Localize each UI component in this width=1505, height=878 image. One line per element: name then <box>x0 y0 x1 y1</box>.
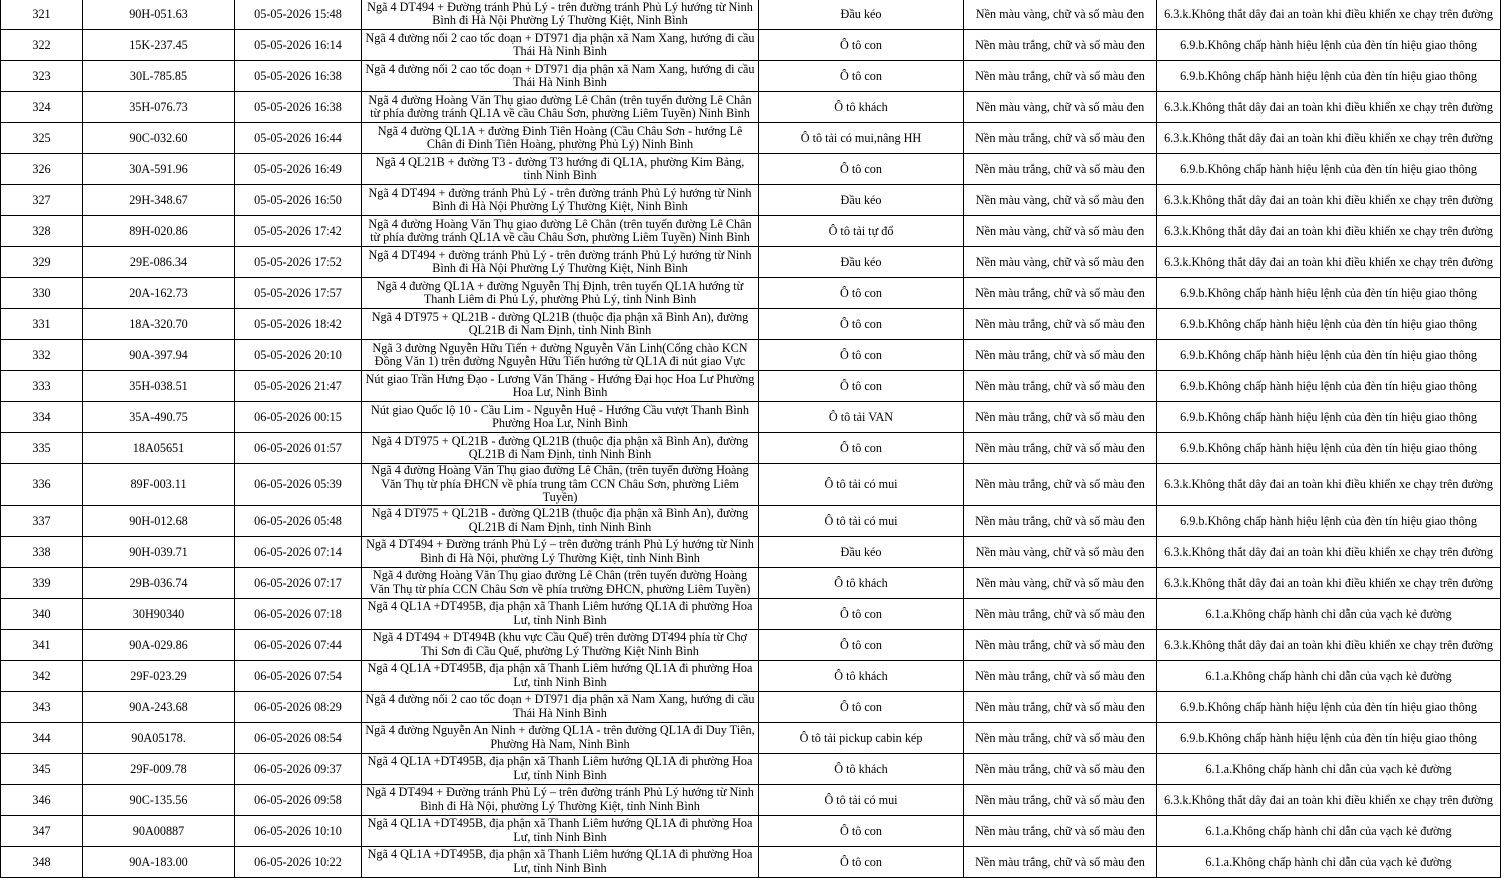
location-cell: Nút giao Trần Hưng Đạo - Lương Văn Thăng - Hướng Đại học Hoa Lư Phường Hoa Lư, Ninh Bình <box>362 371 759 402</box>
row-number-cell: 344 <box>1 722 83 753</box>
plate-color-cell: Nền màu vàng, chữ và số màu đen <box>964 247 1157 278</box>
timestamp-cell: 06-05-2026 10:10 <box>235 815 362 846</box>
license-plate-cell: 90H-012.68 <box>83 505 235 536</box>
plate-color-cell: Nền màu trắng, chữ và số màu đen <box>964 433 1157 464</box>
location-cell: Ngã 4 đường Hoàng Văn Thụ giao đường Lê Chân (trên tuyến đường Lê Chân từ phía đường tránh QL1A về cầu Châu Sơn, phường Liêm Tuyền) Ninh Bình <box>362 92 759 123</box>
violation-cell: 6.9.b.Không chấp hành hiệu lệnh của đèn tín hiệu giao thông <box>1157 61 1501 92</box>
timestamp-cell: 05-05-2026 16:44 <box>235 123 362 154</box>
table-row <box>1 784 1501 815</box>
timestamp-cell: 05-05-2026 18:42 <box>235 309 362 340</box>
table-row <box>1 846 1501 877</box>
license-plate-cell: 18A-320.70 <box>83 309 235 340</box>
row-number-cell: 328 <box>1 216 83 247</box>
row-number-cell: 333 <box>1 371 83 402</box>
timestamp-cell: 05-05-2026 21:47 <box>235 371 362 402</box>
table-row <box>1 340 1501 371</box>
vehicle-type-cell: Ô tô tải pickup cabin kép <box>759 722 964 753</box>
plate-color-cell: Nền màu trắng, chữ và số màu đen <box>964 123 1157 154</box>
timestamp-cell: 06-05-2026 05:48 <box>235 505 362 536</box>
license-plate-cell: 90A-029.86 <box>83 629 235 660</box>
vehicle-type-cell: Ô tô con <box>759 629 964 660</box>
license-plate-cell: 90C-135.56 <box>83 784 235 815</box>
table-row <box>1 247 1501 278</box>
violation-cell: 6.1.a.Không chấp hành chỉ dẫn của vạch kẻ đường <box>1157 846 1501 877</box>
vehicle-type-cell: Ô tô con <box>759 278 964 309</box>
timestamp-cell: 06-05-2026 07:54 <box>235 660 362 691</box>
violation-cell: 6.9.b.Không chấp hành hiệu lệnh của đèn tín hiệu giao thông <box>1157 340 1501 371</box>
vehicle-type-cell: Ô tô tải có mui <box>759 784 964 815</box>
timestamp-cell: 05-05-2026 16:14 <box>235 30 362 61</box>
timestamp-cell: 05-05-2026 20:10 <box>235 340 362 371</box>
violation-cell: 6.3.k.Không thắt dây đai an toàn khi điều khiển xe chạy trên đường <box>1157 0 1501 30</box>
vehicle-type-cell: Ô tô con <box>759 815 964 846</box>
license-plate-cell: 90A05178. <box>83 722 235 753</box>
plate-color-cell: Nền màu trắng, chữ và số màu đen <box>964 30 1157 61</box>
table-row <box>1 598 1501 629</box>
plate-color-cell: Nền màu trắng, chữ và số màu đen <box>964 278 1157 309</box>
license-plate-cell: 89H-020.86 <box>83 216 235 247</box>
location-cell: Ngã 4 QL1A +DT495B, địa phận xã Thanh Liêm hướng QL1A đi phường Hoa Lư, tỉnh Ninh Bình <box>362 660 759 691</box>
vehicle-type-cell: Ô tô khách <box>759 660 964 691</box>
violation-cell: 6.1.a.Không chấp hành chỉ dẫn của vạch kẻ đường <box>1157 815 1501 846</box>
violation-cell: 6.9.b.Không chấp hành hiệu lệnh của đèn tín hiệu giao thông <box>1157 278 1501 309</box>
table-row <box>1 464 1501 506</box>
license-plate-cell: 29F-009.78 <box>83 753 235 784</box>
table-row <box>1 691 1501 722</box>
license-plate-cell: 29E-086.34 <box>83 247 235 278</box>
table-row <box>1 309 1501 340</box>
violation-cell: 6.9.b.Không chấp hành hiệu lệnh của đèn tín hiệu giao thông <box>1157 154 1501 185</box>
row-number-cell: 337 <box>1 505 83 536</box>
timestamp-cell: 06-05-2026 07:18 <box>235 598 362 629</box>
plate-color-cell: Nền màu vàng, chữ và số màu đen <box>964 567 1157 598</box>
license-plate-cell: 89F-003.11 <box>83 464 235 506</box>
timestamp-cell: 05-05-2026 16:49 <box>235 154 362 185</box>
license-plate-cell: 35A-490.75 <box>83 402 235 433</box>
timestamp-cell: 05-05-2026 17:52 <box>235 247 362 278</box>
plate-color-cell: Nền màu trắng, chữ và số màu đen <box>964 691 1157 722</box>
location-cell: Ngã 4 đường nối 2 cao tốc đoạn + DT971 địa phận xã Nam Xang, hướng đi cầu Thái Hà Ninh Bình <box>362 691 759 722</box>
plate-color-cell: Nền màu trắng, chữ và số màu đen <box>964 598 1157 629</box>
violation-cell: 6.3.k.Không thắt dây đai an toàn khi điều khiển xe chạy trên đường <box>1157 247 1501 278</box>
license-plate-cell: 90H-051.63 <box>83 0 235 30</box>
vehicle-type-cell: Ô tô con <box>759 61 964 92</box>
vehicle-type-cell: Đầu kéo <box>759 247 964 278</box>
location-cell: Ngã 4 DT494 + đường tránh Phủ Lý - trên đường tránh Phủ Lý hướng từ Ninh Bình đi Hà Nội Phường Lý Thường Kiệt, Ninh Bình <box>362 247 759 278</box>
row-number-cell: 343 <box>1 691 83 722</box>
vehicle-type-cell: Ô tô khách <box>759 92 964 123</box>
license-plate-cell: 29B-036.74 <box>83 567 235 598</box>
timestamp-cell: 06-05-2026 01:57 <box>235 433 362 464</box>
license-plate-cell: 90A-397.94 <box>83 340 235 371</box>
row-number-cell: 330 <box>1 278 83 309</box>
location-cell: Ngã 4 QL1A +DT495B, địa phận xã Thanh Liêm hướng QL1A đi phường Hoa Lư, tỉnh Ninh Bình <box>362 753 759 784</box>
vehicle-type-cell: Ô tô tải có mui,nâng HH <box>759 123 964 154</box>
plate-color-cell: Nền màu trắng, chữ và số màu đen <box>964 371 1157 402</box>
vehicle-type-cell: Đầu kéo <box>759 185 964 216</box>
location-cell: Ngã 4 DT494 + Đường tránh Phủ Lý - trên đường tránh Phủ Lý hướng từ Ninh Bình đi Hà Nội Phường Lý Thường Kiệt, Ninh Bình <box>362 0 759 30</box>
location-cell: Ngã 4 đường QL1A + đường Nguyễn Thị Định, trên tuyến QL1A hướng từ Thanh Liêm đi Phủ Lý, phường Phủ Lý, tỉnh Ninh Bình <box>362 278 759 309</box>
row-number-cell: 323 <box>1 61 83 92</box>
license-plate-cell: 18A05651 <box>83 433 235 464</box>
row-number-cell: 324 <box>1 92 83 123</box>
row-number-cell: 336 <box>1 464 83 506</box>
license-plate-cell: 30L-785.85 <box>83 61 235 92</box>
location-cell: Ngã 4 QL1A +DT495B, địa phận xã Thanh Liêm hướng QL1A đi phường Hoa Lư, tỉnh Ninh Bình <box>362 598 759 629</box>
vehicle-type-cell: Ô tô khách <box>759 753 964 784</box>
license-plate-cell: 29F-023.29 <box>83 660 235 691</box>
license-plate-cell: 90A-243.68 <box>83 691 235 722</box>
location-cell: Ngã 4 đường nối 2 cao tốc đoạn + DT971 địa phận xã Nam Xang, hướng đi cầu Thái Hà Ninh Bình <box>362 61 759 92</box>
row-number-cell: 341 <box>1 629 83 660</box>
location-cell: Ngã 4 DT494 + đường tránh Phủ Lý - trên đường tránh Phủ Lý hướng từ Ninh Bình đi Hà Nội Phường Lý Thường Kiệt, Ninh Bình <box>362 185 759 216</box>
license-plate-cell: 35H-076.73 <box>83 92 235 123</box>
vehicle-type-cell: Ô tô con <box>759 340 964 371</box>
location-cell: Ngã 4 đường Hoàng Văn Thụ giao đường Lê Chân (trên tuyến đường Hoàng Văn Thụ từ phía CCN Châu Sơn về phía trường ĐHCN, phường Liêm Tuyền) <box>362 567 759 598</box>
table-row <box>1 433 1501 464</box>
timestamp-cell: 06-05-2026 08:54 <box>235 722 362 753</box>
table-row <box>1 154 1501 185</box>
plate-color-cell: Nền màu trắng, chữ và số màu đen <box>964 784 1157 815</box>
violation-cell: 6.3.k.Không thắt dây đai an toàn khi điều khiển xe chạy trên đường <box>1157 629 1501 660</box>
table-row <box>1 402 1501 433</box>
violation-cell: 6.3.k.Không thắt dây đai an toàn khi điều khiển xe chạy trên đường <box>1157 123 1501 154</box>
row-number-cell: 334 <box>1 402 83 433</box>
row-number-cell: 340 <box>1 598 83 629</box>
violation-cell: 6.9.b.Không chấp hành hiệu lệnh của đèn tín hiệu giao thông <box>1157 691 1501 722</box>
vehicle-type-cell: Ô tô con <box>759 371 964 402</box>
violation-cell: 6.3.k.Không thắt dây đai an toàn khi điều khiển xe chạy trên đường <box>1157 536 1501 567</box>
table-row <box>1 123 1501 154</box>
location-cell: Ngã 4 đường nối 2 cao tốc đoạn + DT971 địa phận xã Nam Xang, hướng đi cầu Thái Hà Ninh Bình <box>362 30 759 61</box>
plate-color-cell: Nền màu trắng, chữ và số màu đen <box>964 629 1157 660</box>
row-number-cell: 321 <box>1 0 83 30</box>
location-cell: Ngã 4 đường QL1A + đường Đinh Tiên Hoàng (Cầu Châu Sơn - hướng Lê Chân đi Đinh Tiên Hoàng, phường Phủ Lý) Ninh Bình <box>362 123 759 154</box>
table-row <box>1 722 1501 753</box>
license-plate-cell: 90C-032.60 <box>83 123 235 154</box>
timestamp-cell: 06-05-2026 07:14 <box>235 536 362 567</box>
location-cell: Ngã 4 DT494 + DT494B (khu vực Cầu Quế) trên đường DT494 phía từ Chợ Thi Sơn đi Cầu Quế, phường Lý Thường Kiệt Ninh Bình <box>362 629 759 660</box>
plate-color-cell: Nền màu trắng, chữ và số màu đen <box>964 61 1157 92</box>
vehicle-type-cell: Ô tô con <box>759 154 964 185</box>
plate-color-cell: Nền màu trắng, chữ và số màu đen <box>964 505 1157 536</box>
plate-color-cell: Nền màu trắng, chữ và số màu đen <box>964 722 1157 753</box>
violation-cell: 6.9.b.Không chấp hành hiệu lệnh của đèn tín hiệu giao thông <box>1157 309 1501 340</box>
violation-cell: 6.9.b.Không chấp hành hiệu lệnh của đèn tín hiệu giao thông <box>1157 722 1501 753</box>
table-row <box>1 61 1501 92</box>
license-plate-cell: 30A-591.96 <box>83 154 235 185</box>
location-cell: Nút giao Quốc lộ 10 - Cầu Lim - Nguyễn Huệ - Hướng Cầu vượt Thanh Bình Phường Hoa Lư, Ninh Bình <box>362 402 759 433</box>
location-cell: Ngã 3 đường Nguyễn Hữu Tiến + đường Nguyễn Văn Linh(Cổng chào KCN Đồng Văn 1) trên đường Nguyễn Hữu Tiến hướng từ QL1A đi nút giao Vực <box>362 340 759 371</box>
timestamp-cell: 05-05-2026 16:50 <box>235 185 362 216</box>
table-row <box>1 567 1501 598</box>
plate-color-cell: Nền màu trắng, chữ và số màu đen <box>964 846 1157 877</box>
timestamp-cell: 06-05-2026 10:22 <box>235 846 362 877</box>
violation-cell: 6.3.k.Không thắt dây đai an toàn khi điều khiển xe chạy trên đường <box>1157 185 1501 216</box>
violation-cell: 6.1.a.Không chấp hành chỉ dẫn của vạch kẻ đường <box>1157 660 1501 691</box>
vehicle-type-cell: Ô tô con <box>759 309 964 340</box>
row-number-cell: 347 <box>1 815 83 846</box>
vehicle-type-cell: Ô tô tải VAN <box>759 402 964 433</box>
row-number-cell: 335 <box>1 433 83 464</box>
row-number-cell: 348 <box>1 846 83 877</box>
table-row <box>1 660 1501 691</box>
violation-cell: 6.3.k.Không thắt dây đai an toàn khi điều khiển xe chạy trên đường <box>1157 92 1501 123</box>
row-number-cell: 339 <box>1 567 83 598</box>
violation-cell: 6.9.b.Không chấp hành hiệu lệnh của đèn tín hiệu giao thông <box>1157 30 1501 61</box>
timestamp-cell: 05-05-2026 16:38 <box>235 92 362 123</box>
vehicle-type-cell: Ô tô con <box>759 30 964 61</box>
table-row <box>1 371 1501 402</box>
table-row <box>1 505 1501 536</box>
plate-color-cell: Nền màu trắng, chữ và số màu đen <box>964 340 1157 371</box>
table-row <box>1 0 1501 30</box>
license-plate-cell: 29H-348.67 <box>83 185 235 216</box>
violation-cell: 6.9.b.Không chấp hành hiệu lệnh của đèn tín hiệu giao thông <box>1157 505 1501 536</box>
plate-color-cell: Nền màu vàng, chữ và số màu đen <box>964 0 1157 30</box>
location-cell: Ngã 4 DT494 + Đường tránh Phủ Lý – trên đường tránh Phủ Lý hướng từ Ninh Bình đi Hà Nội, phường Lý Thường Kiệt, tỉnh Ninh Bình <box>362 536 759 567</box>
violation-cell: 6.9.b.Không chấp hành hiệu lệnh của đèn tín hiệu giao thông <box>1157 402 1501 433</box>
violation-cell: 6.3.k.Không thắt dây đai an toàn khi điều khiển xe chạy trên đường <box>1157 567 1501 598</box>
violation-cell: 6.9.b.Không chấp hành hiệu lệnh của đèn tín hiệu giao thông <box>1157 433 1501 464</box>
row-number-cell: 342 <box>1 660 83 691</box>
table-row <box>1 30 1501 61</box>
timestamp-cell: 05-05-2026 17:57 <box>235 278 362 309</box>
plate-color-cell: Nền màu vàng, chữ và số màu đen <box>964 536 1157 567</box>
violation-cell: 6.9.b.Không chấp hành hiệu lệnh của đèn tín hiệu giao thông <box>1157 371 1501 402</box>
location-cell: Ngã 4 DT975 + QL21B - đường QL21B (thuộc địa phận xã Bình An), đường QL21B đi Nam Định, tỉnh Ninh Bình <box>362 433 759 464</box>
table-row <box>1 185 1501 216</box>
plate-color-cell: Nền màu trắng, chữ và số màu đen <box>964 154 1157 185</box>
vehicle-type-cell: Ô tô con <box>759 691 964 722</box>
vehicle-type-cell: Ô tô khách <box>759 567 964 598</box>
license-plate-cell: 35H-038.51 <box>83 371 235 402</box>
plate-color-cell: Nền màu vàng, chữ và số màu đen <box>964 92 1157 123</box>
timestamp-cell: 05-05-2026 17:42 <box>235 216 362 247</box>
timestamp-cell: 06-05-2026 05:39 <box>235 464 362 506</box>
row-number-cell: 331 <box>1 309 83 340</box>
table-row <box>1 92 1501 123</box>
timestamp-cell: 06-05-2026 07:17 <box>235 567 362 598</box>
location-cell: Ngã 4 đường Hoàng Văn Thụ giao đường Lê Chân (trên tuyến đường Lê Chân từ phía đường tránh QL1A về cầu Châu Sơn, phường Liêm Tuyền) Ninh Bình <box>362 216 759 247</box>
plate-color-cell: Nền màu trắng, chữ và số màu đen <box>964 753 1157 784</box>
row-number-cell: 325 <box>1 123 83 154</box>
row-number-cell: 345 <box>1 753 83 784</box>
vehicle-type-cell: Ô tô tải có mui <box>759 464 964 506</box>
row-number-cell: 329 <box>1 247 83 278</box>
row-number-cell: 332 <box>1 340 83 371</box>
license-plate-cell: 90H-039.71 <box>83 536 235 567</box>
timestamp-cell: 06-05-2026 00:15 <box>235 402 362 433</box>
violation-cell: 6.3.k.Không thắt dây đai an toàn khi điều khiển xe chạy trên đường <box>1157 784 1501 815</box>
table-row <box>1 278 1501 309</box>
location-cell: Ngã 4 DT494 + Đường tránh Phủ Lý – trên đường tránh Phủ Lý hướng từ Ninh Bình đi Hà Nội, phường Lý Thường Kiệt, tỉnh Ninh Bình <box>362 784 759 815</box>
license-plate-cell: 15K-237.45 <box>83 30 235 61</box>
table-row <box>1 536 1501 567</box>
location-cell: Ngã 4 QL21B + đường T3 - đường T3 hướng đi QL1A, phường Kim Bảng, tỉnh Ninh Bình <box>362 154 759 185</box>
row-number-cell: 327 <box>1 185 83 216</box>
plate-color-cell: Nền màu vàng, chữ và số màu đen <box>964 216 1157 247</box>
row-number-cell: 326 <box>1 154 83 185</box>
location-cell: Ngã 4 đường Hoàng Văn Thụ giao đường Lê Chân, (trên tuyến đường Hoàng Văn Thụ từ phía ĐHCN về phía trung tâm CCN Châu Sơn, phường Liêm Tuyền) <box>362 464 759 506</box>
violation-cell: 6.3.k.Không thắt dây đai an toàn khi điều khiển xe chạy trên đường <box>1157 216 1501 247</box>
table-row <box>1 216 1501 247</box>
violation-cell: 6.3.k.Không thắt dây đai an toàn khi điều khiển xe chạy trên đường <box>1157 464 1501 506</box>
row-number-cell: 346 <box>1 784 83 815</box>
plate-color-cell: Nền màu vàng, chữ và số màu đen <box>964 185 1157 216</box>
location-cell: Ngã 4 QL1A +DT495B, địa phận xã Thanh Liêm hướng QL1A đi phường Hoa Lư, tỉnh Ninh Bình <box>362 815 759 846</box>
location-cell: Ngã 4 DT975 + QL21B - đường QL21B (thuộc địa phận xã Bình An), đường QL21B đi Nam Định, tỉnh Ninh Bình <box>362 505 759 536</box>
license-plate-cell: 20A-162.73 <box>83 278 235 309</box>
plate-color-cell: Nền màu trắng, chữ và số màu đen <box>964 309 1157 340</box>
violation-cell: 6.1.a.Không chấp hành chỉ dẫn của vạch kẻ đường <box>1157 753 1501 784</box>
table-body <box>1 0 1501 877</box>
license-plate-cell: 90A-183.00 <box>83 846 235 877</box>
location-cell: Ngã 4 DT975 + QL21B - đường QL21B (thuộc địa phận xã Bình An), đường QL21B đi Nam Định, tỉnh Ninh Bình <box>362 309 759 340</box>
vehicle-type-cell: Ô tô con <box>759 598 964 629</box>
plate-color-cell: Nền màu trắng, chữ và số màu đen <box>964 464 1157 506</box>
vehicle-type-cell: Ô tô con <box>759 846 964 877</box>
license-plate-cell: 30H90340 <box>83 598 235 629</box>
vehicle-type-cell: Đầu kéo <box>759 0 964 30</box>
timestamp-cell: 05-05-2026 16:38 <box>235 61 362 92</box>
table-row <box>1 815 1501 846</box>
row-number-cell: 322 <box>1 30 83 61</box>
timestamp-cell: 05-05-2026 15:48 <box>235 0 362 30</box>
row-number-cell: 338 <box>1 536 83 567</box>
timestamp-cell: 06-05-2026 09:37 <box>235 753 362 784</box>
plate-color-cell: Nền màu trắng, chữ và số màu đen <box>964 402 1157 433</box>
vehicle-type-cell: Ô tô tải tự đổ <box>759 216 964 247</box>
vehicle-type-cell: Đầu kéo <box>759 536 964 567</box>
timestamp-cell: 06-05-2026 07:44 <box>235 629 362 660</box>
plate-color-cell: Nền màu trắng, chữ và số màu đen <box>964 815 1157 846</box>
violation-cell: 6.1.a.Không chấp hành chỉ dẫn của vạch kẻ đường <box>1157 598 1501 629</box>
license-plate-cell: 90A00887 <box>83 815 235 846</box>
vehicle-type-cell: Ô tô tải có mui <box>759 505 964 536</box>
table-row <box>1 629 1501 660</box>
vehicle-type-cell: Ô tô con <box>759 433 964 464</box>
timestamp-cell: 06-05-2026 08:29 <box>235 691 362 722</box>
plate-color-cell: Nền màu trắng, chữ và số màu đen <box>964 660 1157 691</box>
location-cell: Ngã 4 đường Nguyễn An Ninh + đường QL1A - trên đường QL1A đi Duy Tiên, Phường Hà Nam, Ninh Bình <box>362 722 759 753</box>
timestamp-cell: 06-05-2026 09:58 <box>235 784 362 815</box>
table-row <box>1 753 1501 784</box>
location-cell: Ngã 4 QL1A +DT495B, địa phận xã Thanh Liêm hướng QL1A đi phường Hoa Lư, tỉnh Ninh Bình <box>362 846 759 877</box>
